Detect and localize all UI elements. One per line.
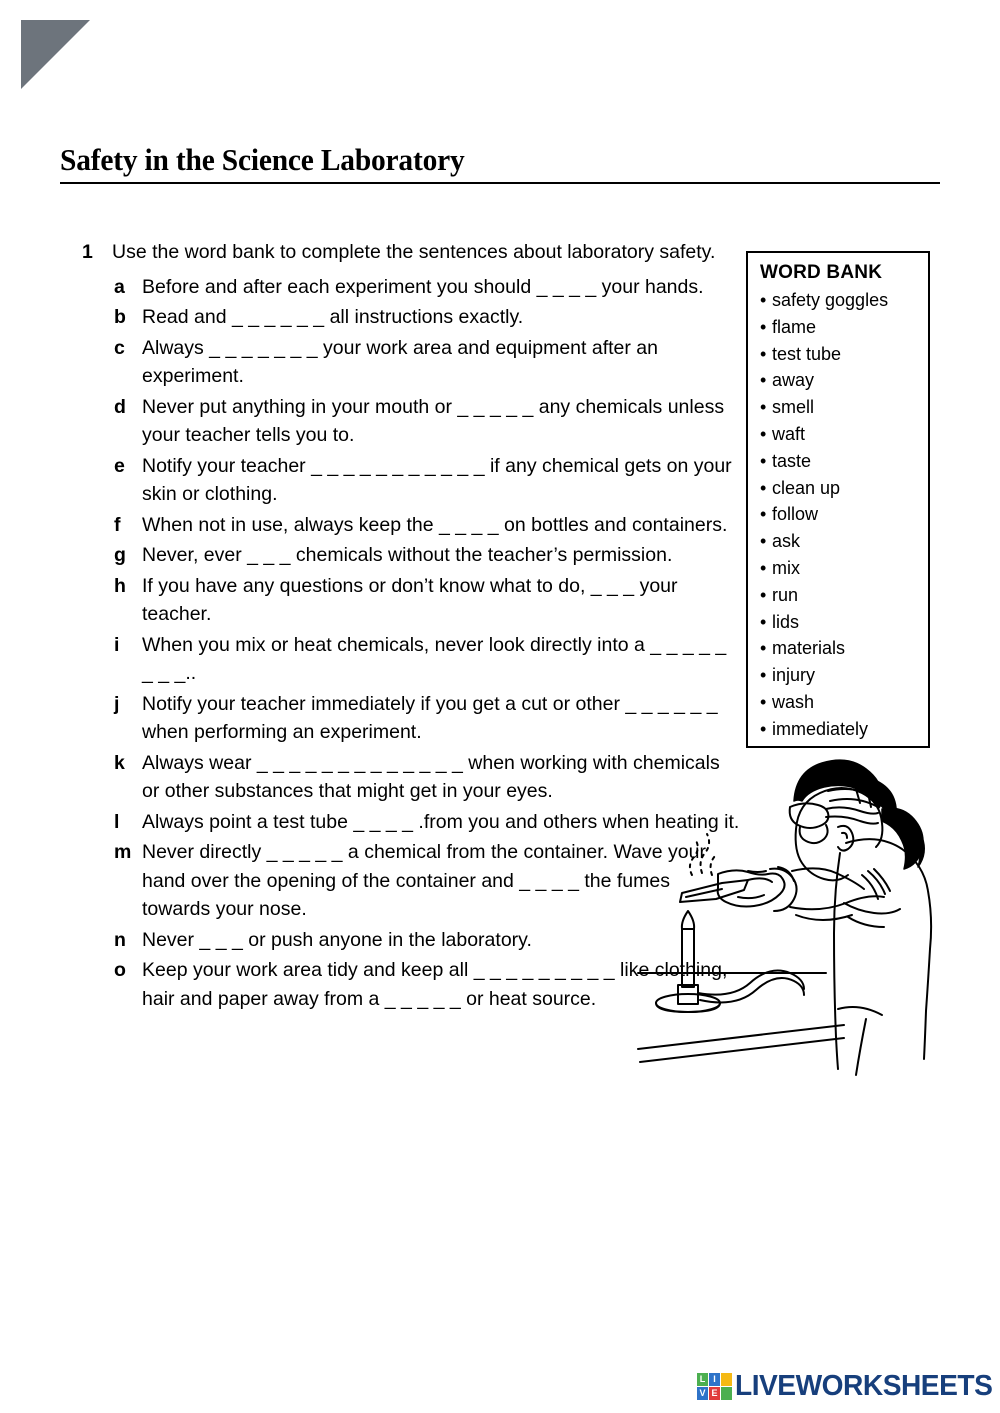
word-bank-item-label: test tube [772,343,842,364]
question-item [114,334,742,391]
logo-tile [721,1373,732,1386]
word-bank-item[interactable] [760,314,928,341]
word-bank-item[interactable] [760,609,928,636]
question-item-text: Notify your teacher immediately if you get a cut or other _ _ _ _ _ _ when performing an experiment. [142,692,718,743]
question-item-text: Never _ _ _ or push anyone in the laboratory. [142,928,532,951]
liveworksheets-wordmark: LIVEWORKSHEETS [735,1369,993,1402]
word-bank-item-label: smell [772,397,815,418]
question-prompt: Use the word bank to complete the sentences about laboratory safety. [112,241,716,263]
question-item-letter: f [114,513,121,536]
title-area [60,142,940,184]
word-bank-item[interactable] [760,689,928,716]
question-item-letter: a [114,275,125,298]
word-bank-item[interactable] [760,716,928,743]
question-item-text: Notify your teacher _ _ _ _ _ _ _ _ _ _ _ if any chemical gets on your skin or clothing. [142,454,732,505]
bullet-icon: • [760,477,767,498]
page-title: Safety in the Science Laboratory [60,142,465,177]
logo-tile: E [709,1387,720,1400]
word-bank-item-label: immediately [772,718,869,739]
word-bank-item-label: injury [772,665,816,686]
question-item-letter: o [114,959,126,981]
bullet-icon: • [760,557,767,578]
question-item-text: When you mix or heat chemicals, never look directly into a _ _ _ _ _ _ _ _.. [142,633,727,684]
question-item-letter: k [114,751,125,774]
word-bank-item-label: mix [772,557,800,578]
question-item-text: Before and after each experiment you should _ _ _ _ your hands. [142,275,704,298]
bullet-icon: • [760,665,767,686]
question-item [114,541,742,570]
bullet-icon: • [760,584,767,605]
word-bank-item[interactable] [760,501,928,528]
word-bank-item-label: ask [772,531,801,552]
question-item [114,273,742,302]
question-item [114,511,742,540]
question-item [114,690,742,747]
bullet-icon: • [760,450,767,471]
word-bank-item[interactable] [760,421,928,448]
word-bank-title: WORD BANK [760,262,883,283]
word-bank-item[interactable] [760,367,928,394]
bullet-icon: • [760,638,767,659]
word-bank-item-label: taste [772,450,812,471]
question-item-text: When not in use, always keep the _ _ _ _ on bottles and containers. [142,513,728,536]
question-item [114,303,742,332]
word-bank-item[interactable] [760,287,928,314]
question-item-letter: e [114,454,125,477]
word-bank-item[interactable] [760,341,928,368]
word-bank-item[interactable] [760,582,928,609]
word-bank-list [760,287,928,743]
question-item-text: Never directly _ _ _ _ _ a chemical from the container. Wave your hand over the opening of the container and _ _ _ _ the fumes towards your nose. [142,841,706,920]
question-item-text: Never put anything in your mouth or _ _ _ _ _ any chemicals unless your teacher tells you to. [142,395,725,446]
bullet-icon: • [760,423,767,444]
question-item-letter: j [114,692,120,715]
question-item-text: Read and _ _ _ _ _ _ all instructions exactly. [142,306,524,328]
logo-tile [721,1387,732,1400]
bullet-icon: • [760,397,767,418]
word-bank-item-label: run [772,584,799,605]
question-item [114,393,742,450]
question-item-text: Always _ _ _ _ _ _ _ your work area and equipment after an experiment. [142,336,658,387]
word-bank-item-label: away [772,370,815,391]
word-bank-item[interactable] [760,635,928,662]
word-bank-item-label: wash [772,691,815,712]
lab-safety-illustration [630,757,990,1077]
question-intro [82,238,742,267]
question-item-letter: m [114,841,132,863]
corner-triangle-decoration [21,20,90,89]
word-bank-item-label: safety goggles [772,290,889,310]
word-bank-box [746,251,930,748]
bullet-icon: • [760,370,767,391]
word-bank-item[interactable] [760,448,928,475]
word-bank-item-label: waft [772,423,806,444]
bullet-icon: • [760,531,767,552]
question-item-text: Always point a test tube _ _ _ _ .from you and others when heating it. [142,810,740,833]
question-item-letter: l [114,810,120,833]
bullet-icon: • [760,691,767,712]
question-item [114,452,742,509]
bullet-icon: • [760,504,767,525]
question-item-text: Keep your work area tidy and keep all _ _ _ _ _ _ _ _ _ like clothing, hair and paper away from a _ _ _ _ _ or heat source. [142,959,728,1010]
logo-tile: I [709,1373,720,1386]
bullet-icon: • [760,611,767,632]
question-item-letter: d [114,395,126,418]
question-item-letter: n [114,928,126,951]
question-item-text: If you have any questions or don’t know what to do, _ _ _ your teacher. [142,574,678,625]
word-bank-item-label: flame [772,316,817,337]
question-number: 1 [82,241,93,263]
question-item-letter: g [114,544,126,566]
bullet-icon: • [760,343,767,364]
question-item [114,631,742,688]
liveworksheets-logo[interactable] [697,1368,1000,1404]
question-item-letter: h [114,574,126,597]
word-bank-item-label: clean up [772,477,841,498]
question-item [114,572,742,629]
liveworksheets-logo-mark [697,1373,732,1400]
question-item-letter: c [114,336,125,359]
question-item-letter: b [114,306,126,328]
question-item-text: Never, ever _ _ _ chemicals without the teacher’s permission. [142,544,673,566]
word-bank-item-label: follow [772,504,819,525]
logo-tile: V [697,1387,708,1400]
logo-tile: L [697,1373,708,1386]
word-bank-item[interactable] [760,555,928,582]
word-bank-item[interactable] [760,528,928,555]
word-bank-item[interactable] [760,662,928,689]
word-bank-item-label: materials [772,638,846,659]
word-bank-item[interactable] [760,475,928,502]
bullet-icon: • [760,316,767,337]
bullet-icon: • [760,290,767,310]
bullet-icon: • [760,718,767,739]
title-divider [60,182,940,184]
question-item-text: Always wear _ _ _ _ _ _ _ _ _ _ _ _ _ when working with chemicals or other substances that might get in your eyes. [142,751,720,802]
word-bank-item[interactable] [760,394,928,421]
question-item-letter: i [114,633,120,656]
word-bank-item-label: lids [772,611,800,632]
